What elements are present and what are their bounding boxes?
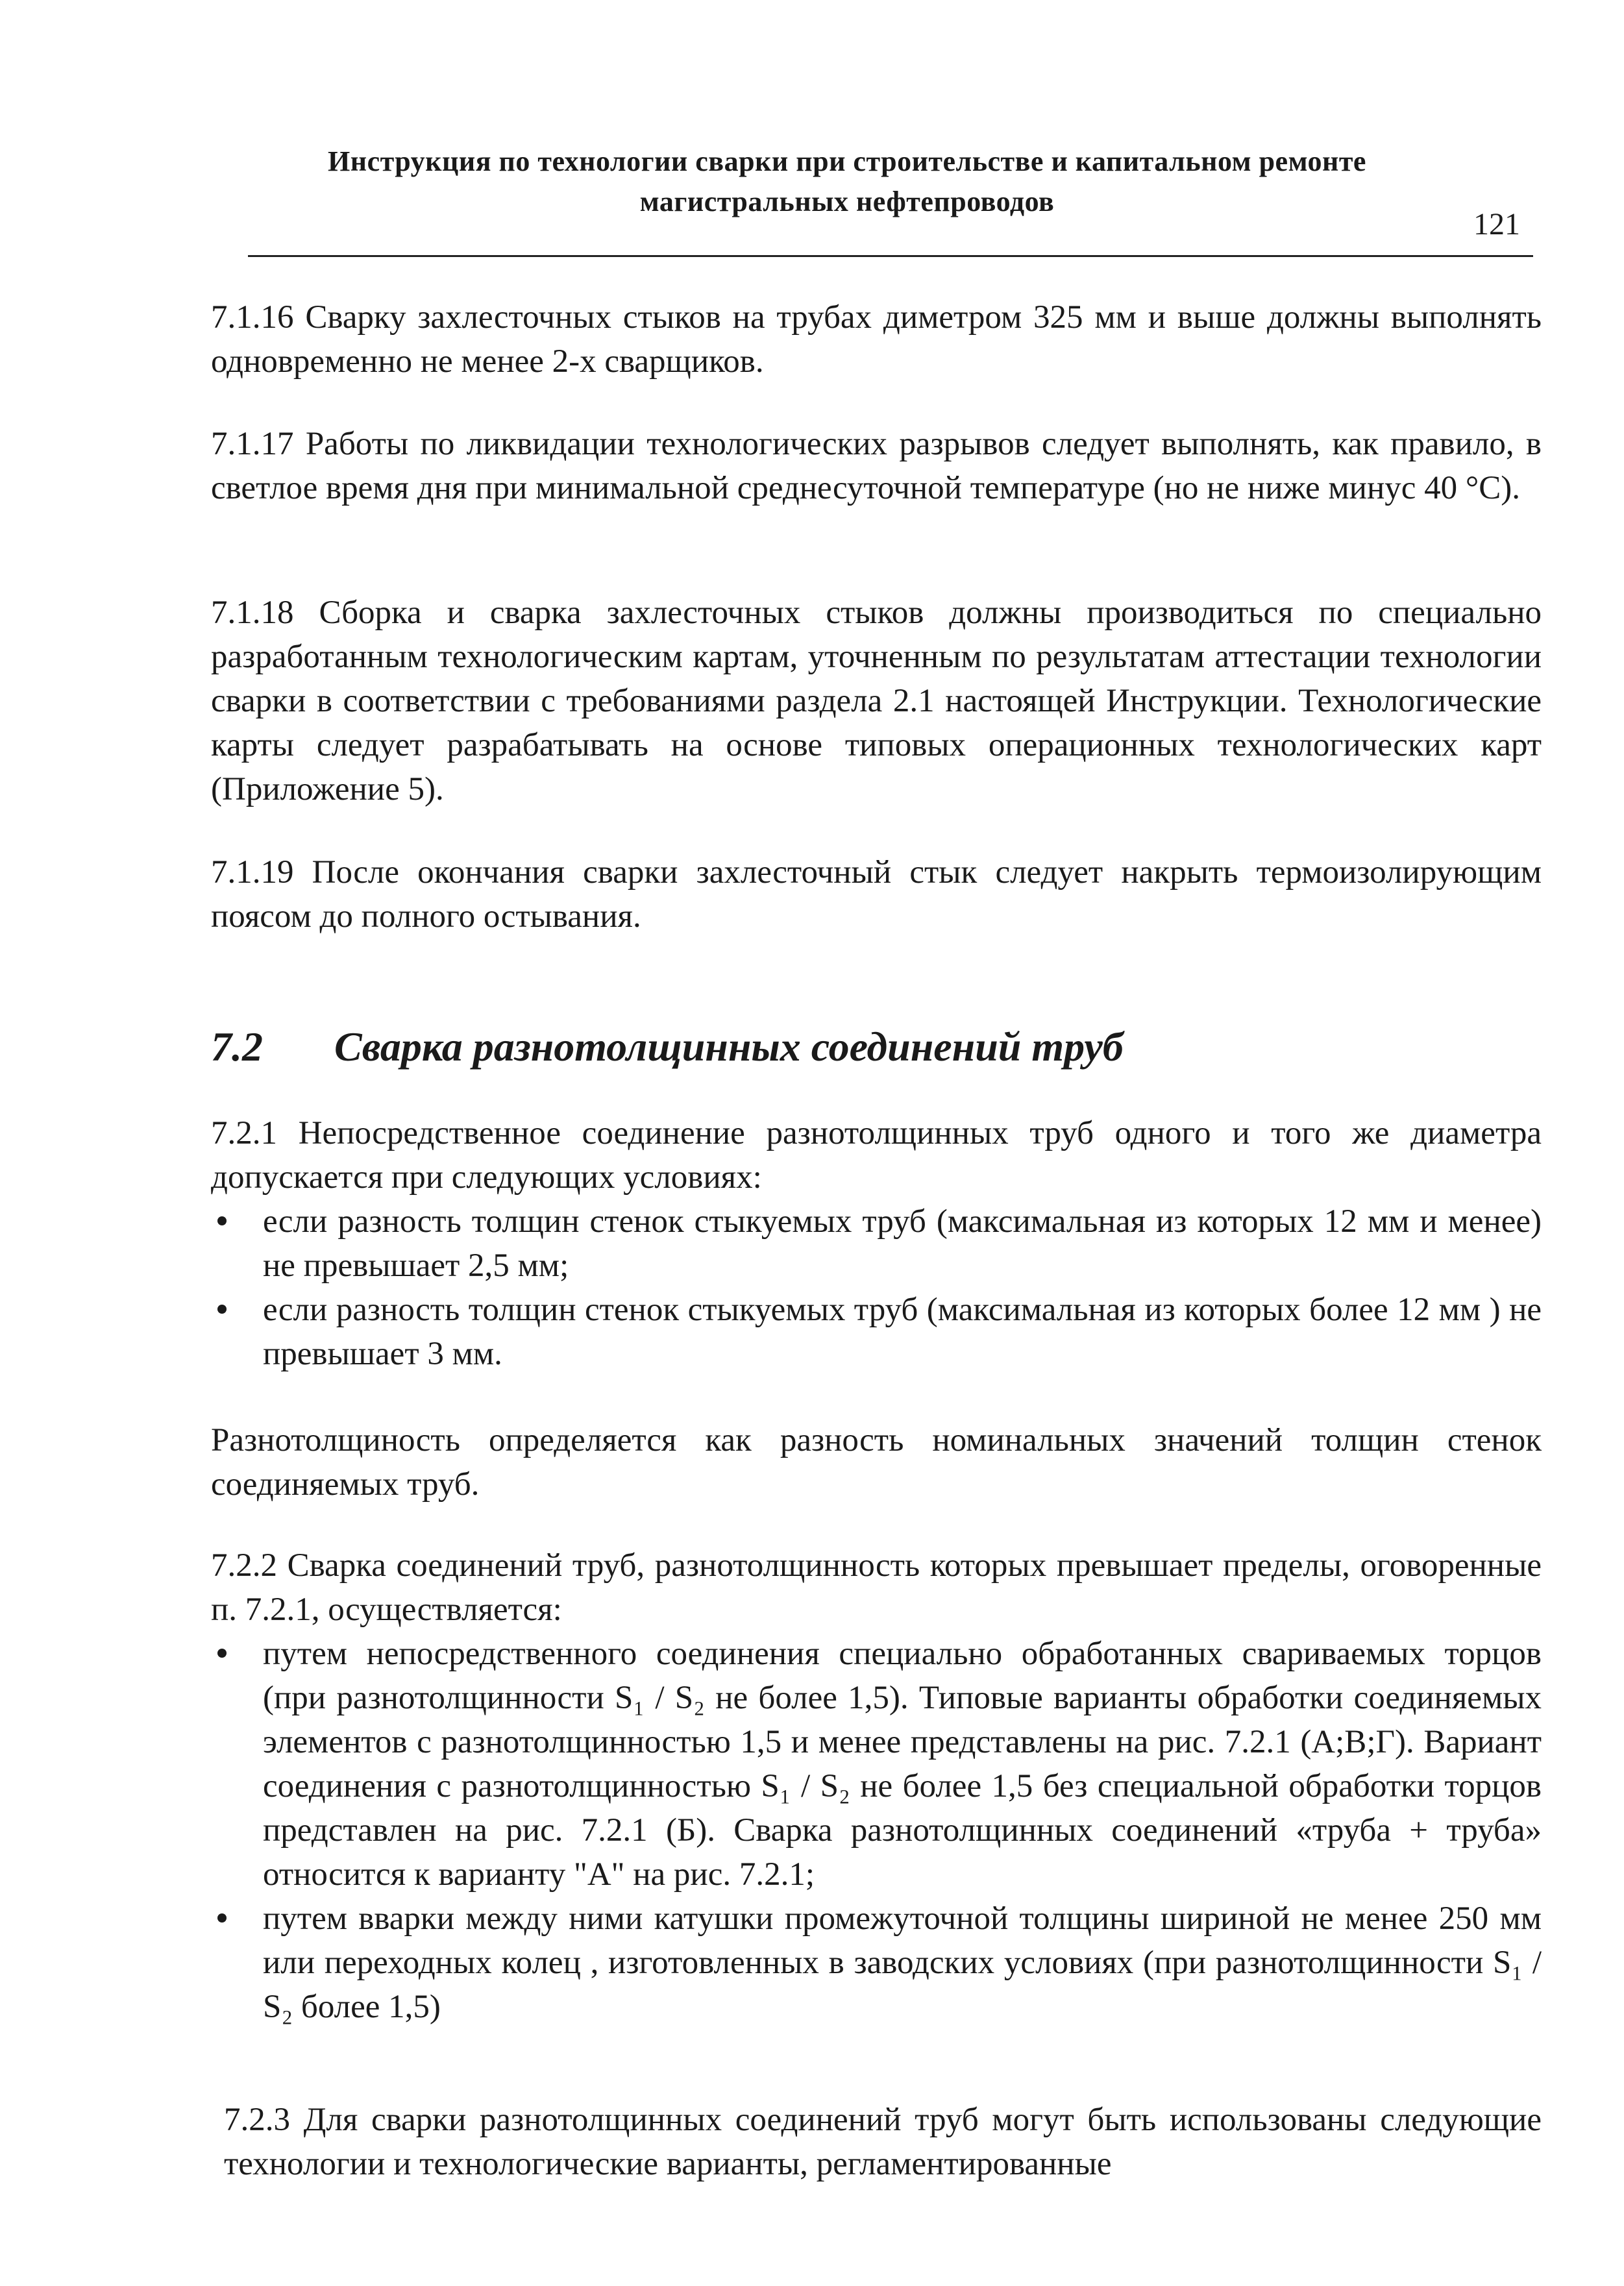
paragraph-7-2-3: 7.2.3 Для сварки разнотолщинных соединений труб могут быть использованы следующие технологии и технологические варианты, регламентированные: [224, 2102, 1542, 2182]
paragraph-thickness-note: Разнотолщиность определяется как разность номинальных значений толщин стенок соединяемых труб.: [211, 1422, 1542, 1503]
page-number: 121: [1473, 207, 1520, 241]
bullet-icon: [217, 1649, 227, 1658]
bullet-icon: [217, 1305, 227, 1314]
section-title: Сварка разнотолщинных соединений труб: [334, 1024, 1124, 1070]
paragraph-7-1-19: 7.1.19 После окончания сварки захлесточный стык следует накрыть термоизолирующим поясом до полного остывания.: [211, 854, 1542, 935]
header-line-2: магистральных нефтепроводов: [639, 186, 1055, 217]
bullet-icon: [217, 1216, 227, 1225]
paragraph-7-1-17: 7.1.17 Работы по ликвидации технологических разрывов следует выполнять, как правило, в светлое время дня при минимальной среднесуточной температуре (но не ниже минус 40 °С).: [211, 426, 1542, 506]
bullet-list-7-2-2: [211, 1632, 1542, 2029]
section-number: 7.2: [211, 1024, 263, 1070]
list-item: путем вварки между ними катушки промежуточной толщины шириной не менее 250 мм или переходных колец , изготовленных в заводских условиях (при разнотолщинности S₁ / S₂ более 1,5): [211, 1897, 1542, 2029]
bullet-list-7-2-1: [211, 1199, 1542, 1376]
paragraph-7-2-2: 7.2.2 Сварка соединений труб, разнотолщинность которых превышает пределы, оговоренные п. 7.2.1, осуществляется:: [211, 1547, 1542, 1628]
header-line-1: Инструкция по технологии сварки при строительстве и капитальном ремонте: [328, 145, 1366, 177]
paragraph-7-1-16: 7.1.16 Сварку захлесточных стыков на трубах диметром 325 мм и выше должны выполнять одновременно не менее 2-х сварщиков.: [211, 299, 1542, 380]
list-item: путем непосредственного соединения специально обработанных свариваемых торцов (при разнотолщинности S₁ / S₂ не более 1,5). Типовые варианты обработки соединяемых элементов с разнотолщинностью 1,5 и менее представлены на рис. 7.2.1 (А;В;Г). Вариант соединения с разнотолщинностью S₁ / S₂ не более 1,5 без специальной обработки торцов представлен на рис. 7.2.1 (Б). Сварка разнотолщинных соединений «труба + труба» относится к варианту "А" на рис. 7.2.1;: [211, 1632, 1542, 1897]
header-divider: [248, 255, 1533, 257]
paragraph-7-1-18: 7.1.18 Сборка и сварка захлесточных стыков должны производиться по специально разработанным технологическим картам, уточненным по результатам аттестации технологии сварки в соответствии с требованиями раздела 2.1 настоящей Инструкции. Технологические карты следует разрабатывать на основе типовых операционных технологических карт (Приложение 5).: [211, 595, 1542, 807]
paragraph-7-2-1: 7.2.1 Непосредственное соединение разнотолщинных труб одного и того же диаметра допускается при следующих условиях:: [211, 1115, 1542, 1196]
section-heading: [211, 1018, 1124, 1076]
list-item: если разность толщин стенок стыкуемых труб (максимальная из которых более 12 мм ) не превышает 3 мм.: [211, 1288, 1542, 1376]
bullet-icon: [217, 1913, 227, 1923]
running-header: [253, 141, 1441, 222]
list-item: если разность толщин стенок стыкуемых труб (максимальная из которых 12 мм и менее) не превышает 2,5 мм;: [211, 1199, 1542, 1288]
